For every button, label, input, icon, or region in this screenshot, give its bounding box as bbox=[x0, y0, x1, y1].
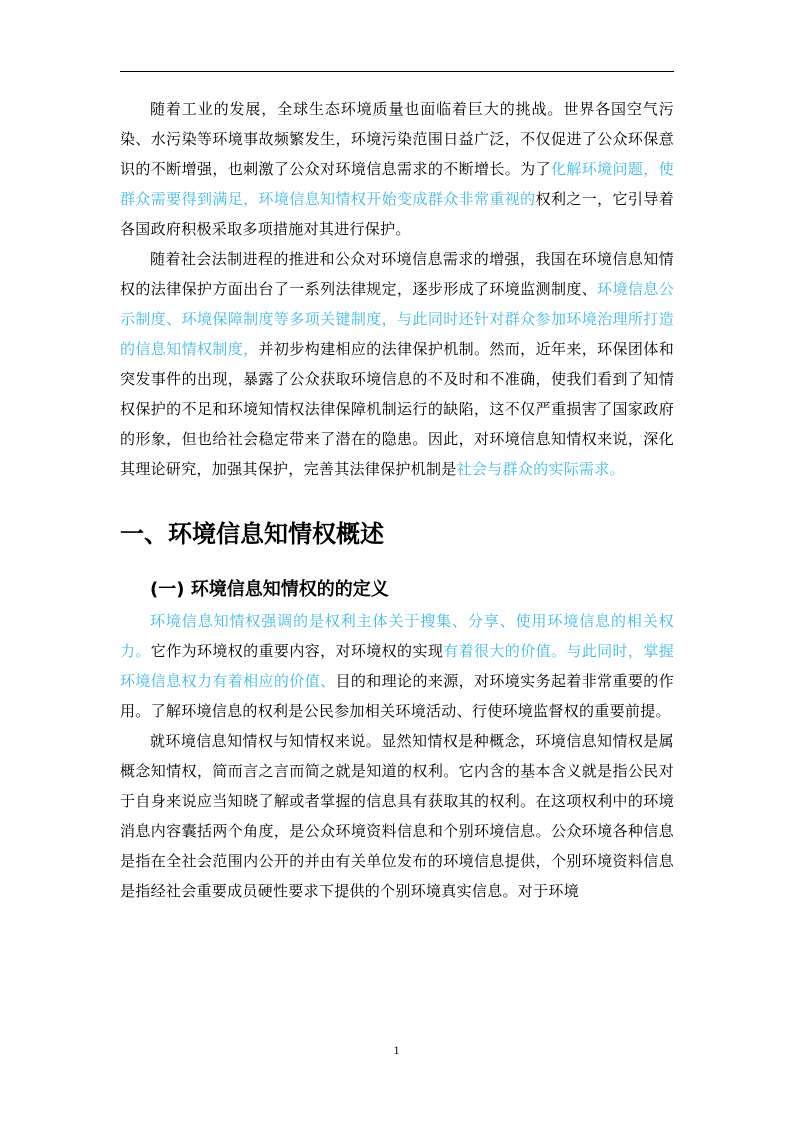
text-run: 权利之一，它引导着各国政府积极采取多项措施对其进行保护。 bbox=[120, 190, 674, 238]
paragraph bbox=[120, 606, 674, 726]
highlighted-text: 环境信息知情权强调的是权利主体关于搜集、分享、使用环境信息的相关权力。 bbox=[120, 612, 674, 660]
paragraph bbox=[120, 726, 674, 906]
highlighted-text: 有着很大的价值。与此同时，掌握环境信息权力有着相应的价值、 bbox=[120, 642, 675, 690]
text-run: 目的和理论的来源，对环境实务起着非常重要的作用。了解环境信息的权利是公民参加相关环境活动、行使环境监督权的重要前提。 bbox=[120, 672, 674, 720]
paragraph bbox=[120, 244, 674, 484]
document-body bbox=[120, 94, 674, 906]
subsection-heading: (一) 环境信息知情权的的定义 bbox=[150, 579, 389, 600]
text-run: 并初步构建相应的法律保护机制。然而，近年来，环保团体和突发事件的出现，暴露了公众获取环境信息的不及时和不准确，使我们看到了知情权保护的不足和环境知情权法律保障机制运行的缺陷，这不仅严重损害了国家政府的形象，但也给社会稳定带来了潜在的隐患。因此，对环境信息知情权来说，深化其理论研究，加强其保护，完善其法律保护机制是 bbox=[120, 340, 675, 478]
text-run: 随着社会法制进程的推进和公众对环境信息需求的增强，我国在环境信息知情权的法律保护方面出台了一系列法律规定，逐步形成了环境监测制度、 bbox=[120, 250, 674, 298]
paragraph bbox=[120, 94, 674, 244]
text-run: 就环境信息知情权与知情权来说。显然知情权是种概念，环境信息知情权是属概念知情权，简而言之言而简之就是知道的权利。它内含的基本含义就是指公民对于自身来说应当知晓了解或者掌握的信息具有获取其的权利。在这项权利中的环境消息内容囊括两个角度，是公众环境资料信息和个别环境信息。公众环境各种信息是指在全社会范围内公开的并由有关单位发布的环境信息提供，个别环境资料信息是指经社会重要成员硬性要求下提供的个别环境真实信息。对于环境 bbox=[120, 732, 674, 900]
highlighted-text: 社会与群众的实际需求。 bbox=[456, 460, 625, 478]
text-run: 它作为环境权的重要内容，对环境权的实现 bbox=[150, 642, 444, 660]
highlighted-text: 环境信息公示制度、环境保障制度等多项关键制度，与此同时还针对群众参加环境治理所打造的信息知情权制度， bbox=[120, 280, 674, 358]
section-heading: 一、环境信息知情权概述 bbox=[120, 520, 384, 548]
text-run: 随着工业的发展，全球生态环境质量也面临着巨大的挑战。世界各国空气污染、水污染等环境事故频繁发生，环境污染范围日益广泛，不仅促进了公众环保意识的不断增强，也刺激了公众对环境信息需求的不断增长。为了 bbox=[120, 100, 674, 178]
highlighted-text: 化解环境问题，使群众需要得到满足，环境信息知情权开始变成群众非常重视的 bbox=[120, 160, 674, 208]
page-number: 1 bbox=[393, 1043, 400, 1057]
header-rule bbox=[120, 71, 674, 72]
definition-section bbox=[120, 606, 674, 906]
intro-section bbox=[120, 94, 674, 484]
